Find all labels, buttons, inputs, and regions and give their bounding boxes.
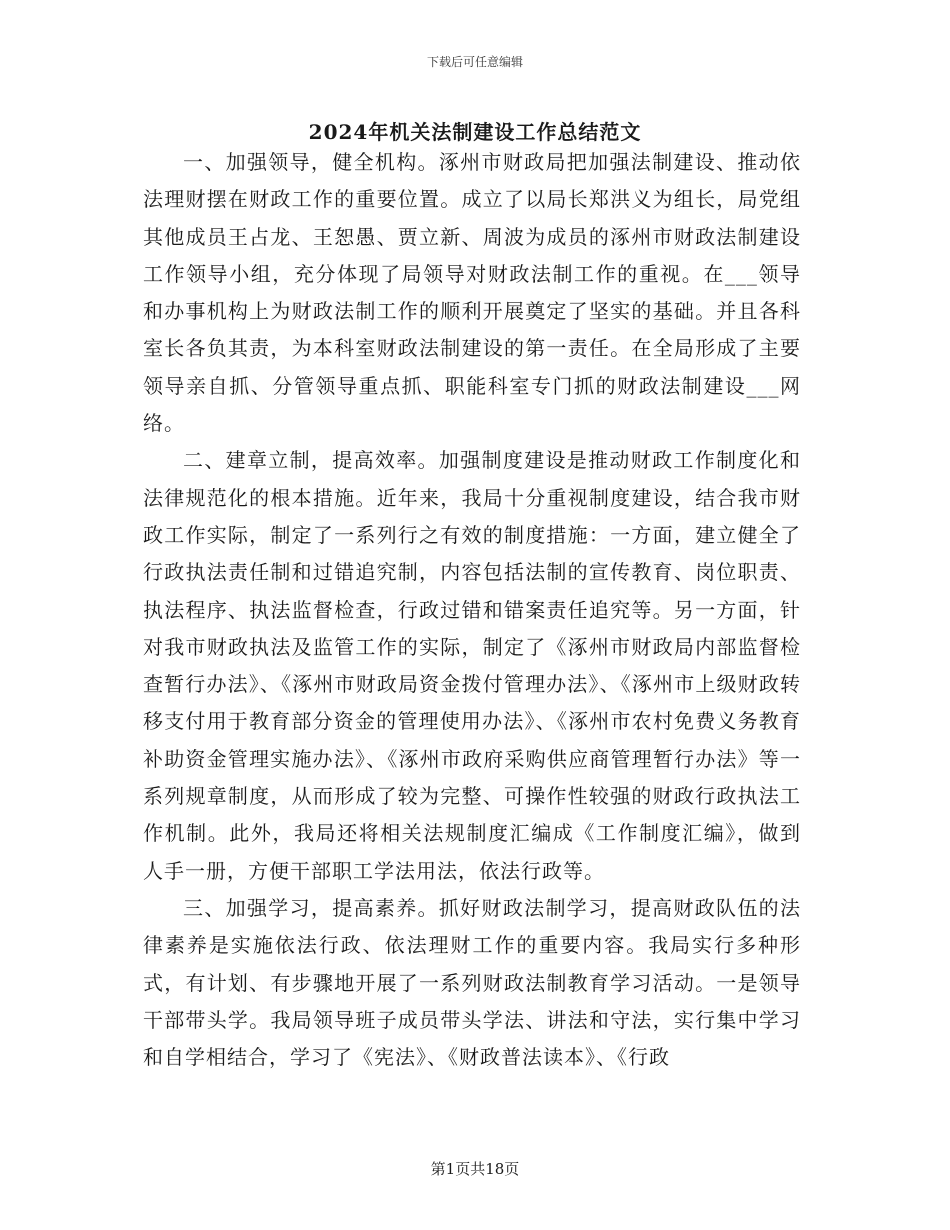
paragraph-1: 一、加强领导，健全机构。涿州市财政局把加强法制建设、推动依法理财摆在财政工作的重要位置。成立了以局长郑洪义为组长，局党组其他成员王占龙、王恕愚、贾立新、周波为成员的涿州市财政法制建设工作领导小组，充分体现了局领导对财政法制工作的重视。在___领导和办事机构上为财政法制工作的顺利开展奠定了坚实的基础。并且各科室长各负其责，为本科室财政法制建设的第一责任。在全局形成了主要领导亲自抓、分管领导重点抓、职能科室专门抓的财政法制建设___网络。 (143, 150, 801, 436)
document-title: 2024年机关法制建设工作总结范文 (308, 120, 642, 144)
paragraph-2: 二、建章立制，提高效率。加强制度建设是推动财政工作制度化和法律规范化的根本措施。近年来，我局十分重视制度建设，结合我市财政工作实际，制定了一系列行之有效的制度措施：一方面，建立健全了行政执法责任制和过错追究制，内容包括法制的宣传教育、岗位职责、执法程序、执法监督检查，行政过错和错案责任追究等。另一方面，针对我市财政执法及监管工作的实际，制定了《涿州市财政局内部监督检查暂行办法》、《涿州市财政局资金拨付管理办法》、《涿州市上级财政转移支付用于教育部分资金的管理使用办法》、《涿州市农村免费义务教育补助资金管理实施办法》、《涿州市政府采购供应商管理暂行办法》等一系列规章制度，从而形成了较为完整、可操作性较强的财政行政执法工作机制。此外，我局还将相关法规制度汇编成《工作制度汇编》，做到人手一册，方便干部职工学法用法，依法行政等。 (143, 448, 801, 883)
page-footer: 第1页共18页 (430, 1160, 520, 1178)
page-header: 下载后可任意编辑 (426, 55, 523, 69)
paragraph-3: 三、加强学习，提高素养。抓好财政法制学习，提高财政队伍的法律素养是实施依法行政、依法理财工作的重要内容。我局实行多种形式，有计划、有步骤地开展了一系列财政法制教育学习活动。一是领导干部带头学。我局领导班子成员带头学法、讲法和守法，实行集中学习和自学相结合，学习了《宪法》、《财政普法读本》、《行政 (143, 895, 801, 1070)
document-body (143, 144, 801, 1076)
